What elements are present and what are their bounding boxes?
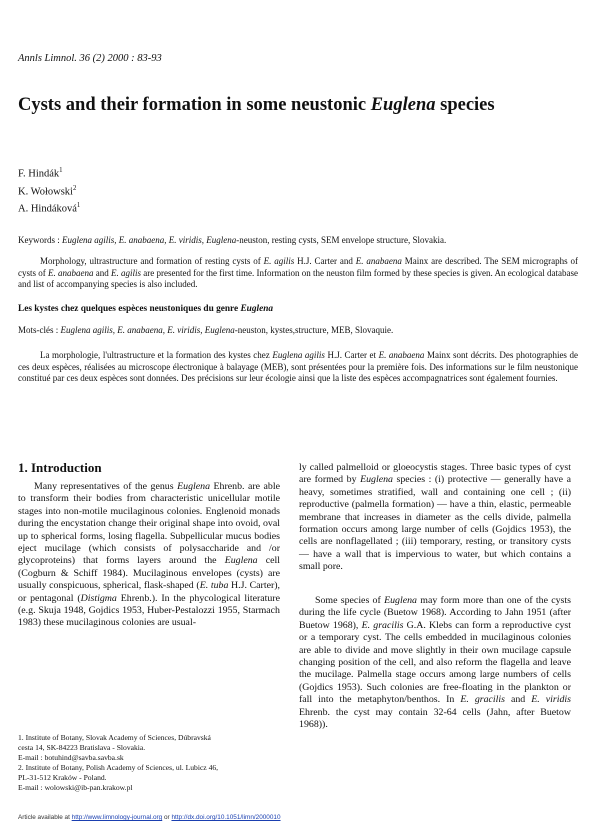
keywords-french: Mots-clés : Euglena agilis, E. anabaena, E. viridis, Euglena-neuston, kystes,structure, MEB, Slovaquie. — [18, 325, 394, 335]
article-title: Cysts and their formation in some neustonic Euglena species — [18, 95, 495, 115]
article-availability: Article available at http://www.limnology-journal.org or http://dx.doi.org/10.1051/limn/2000010 — [18, 814, 281, 821]
author-2: K. Wołowski$^2$ — [18, 184, 77, 197]
footnote-line: 2. Institute of Botany, Polish Academy of Sciences, ul. Lubicz 46, — [18, 763, 219, 772]
abstract-french: La morphologie, l'ultrastructure et la formation des kystes chez Euglena agilis H.J. Carter et E. anabaena Mainx sont décrits. Des photographies de ces deux espèces, réalisées au microscope électronique à balayage (MEB), sont présentées pour la première fois. Des informations sur le film neustonique constitué par ces deux espèces sont données. Des précisions sur leur écologie ainsi que la liste des espèces accompagnatrices sont également fournies. — [18, 350, 578, 384]
affiliation-footnotes — [18, 733, 280, 793]
doi-link[interactable]: http://dx.doi.org/10.1051/limn/2000010 — [171, 814, 281, 821]
footnote-line: E-mail : botuhind@savba.savba.sk — [18, 753, 124, 762]
author-list — [18, 164, 80, 217]
footnote-line: 1. Institute of Botany, Slovak Academy of Sciences, Dúbravská — [18, 733, 211, 742]
intro-left-column: Many representatives of the genus Euglena Ehrenb. are able to transform their bodies from characteristic unicellular motile stages into non-motile mucilaginous colonies. Englenoid monads during the encystation change their original shape into ovoid, oval up to spherical forms, losing flagella. Subpellicular mucus bodies eject mucilage (which consists of polysaccharide and /or glycoproteins) that forms layers around the Euglena cell (Cogburn & Schiff 1984). Mucilaginous envelopes (cysts) are usually conspicuous, spherical, flask-shaped (E. tuba H.J. Carter), or pentagonal (Distigma Ehrenb.). In the phycological literature (e.g. Skuja 1948, Gojdics 1953, Huber-Pestalozzi 1955, Starmach 1983) these mucilaginous colonies are usual- — [18, 481, 281, 629]
abstract-english: Morphology, ultrastructure and formation of resting cysts of E. agilis H.J. Carter and E. anabaena Mainx are described. The SEM micrographs of cysts of E. anabaena and E. agilis are presented for the first time. Information on the neuston film formed by these species is given. An ecological database and list of accompanying species is also included. — [18, 256, 578, 290]
author-3: A. Hindáková$^1$ — [18, 202, 81, 215]
keywords-english: Keywords : Euglena agilis, E. anabaena, E. viridis, Euglena-neuston, resting cysts, SEM envelope structure, Slovakia. — [18, 235, 447, 245]
journal-link[interactable]: http://www.limnology-journal.org — [71, 814, 163, 821]
author-1: F. Hindák$^1$ — [18, 167, 63, 180]
footnote-line: PL-31-512 Kraków - Poland. — [18, 773, 107, 782]
journal-citation: Annls Limnol. 36 (2) 2000 : 83-93 — [18, 53, 162, 64]
intro-right-paragraph-1: ly called palmelloid or gloeocystis stages. Three basic types of cyst are formed by Euglena species : (i) protective — generally have a heavy, sometimes stratified, wall and containing one cell ; (ii) reproductive (palmella formation) — have a thin, elastic, permeable membrane that increases in diameter as the cells divide, palmella formation occurs among large number of cells (Gojdics 1953), the cells are nonflagellated ; (iii) temporary, resting, or transitory cysts — have a wall that is impervious to water, but which contains a small pore. — [299, 462, 571, 573]
section-heading-introduction: 1. Introduction — [18, 460, 102, 475]
french-title: Les kystes chez quelques espèces neustoniques du genre Euglena — [18, 304, 274, 314]
intro-right-paragraph-2: Some species of Euglena may form more than one of the cysts during the life cycle (Buetow 1968). According to Jahn 1951 (after Buetow 1968), E. gracilis G.A. Klebs can form a reproductive cyst or a temporary cyst. The cells embedded in mucilaginous colonies are able to divide and move slightly in their own mucilage capsule changing position of the cell, and also reform the flagella and leave the mucilage. Palmella stage occurs among large numbers of cells (Gojdics 1953). Such colonies are free-floating in the plankton or fall into the metaphyton/benthos. In E. gracilis and E. viridis Ehrenb. the cyst may contain 32-64 cells (Jahn, after Buetow 1968)). — [299, 595, 571, 731]
footnote-line: E-mail : wolowski@ib-pan.krakow.pl — [18, 783, 133, 792]
footnote-line: cesta 14, SK-84223 Bratislava - Slovakia. — [18, 743, 146, 752]
